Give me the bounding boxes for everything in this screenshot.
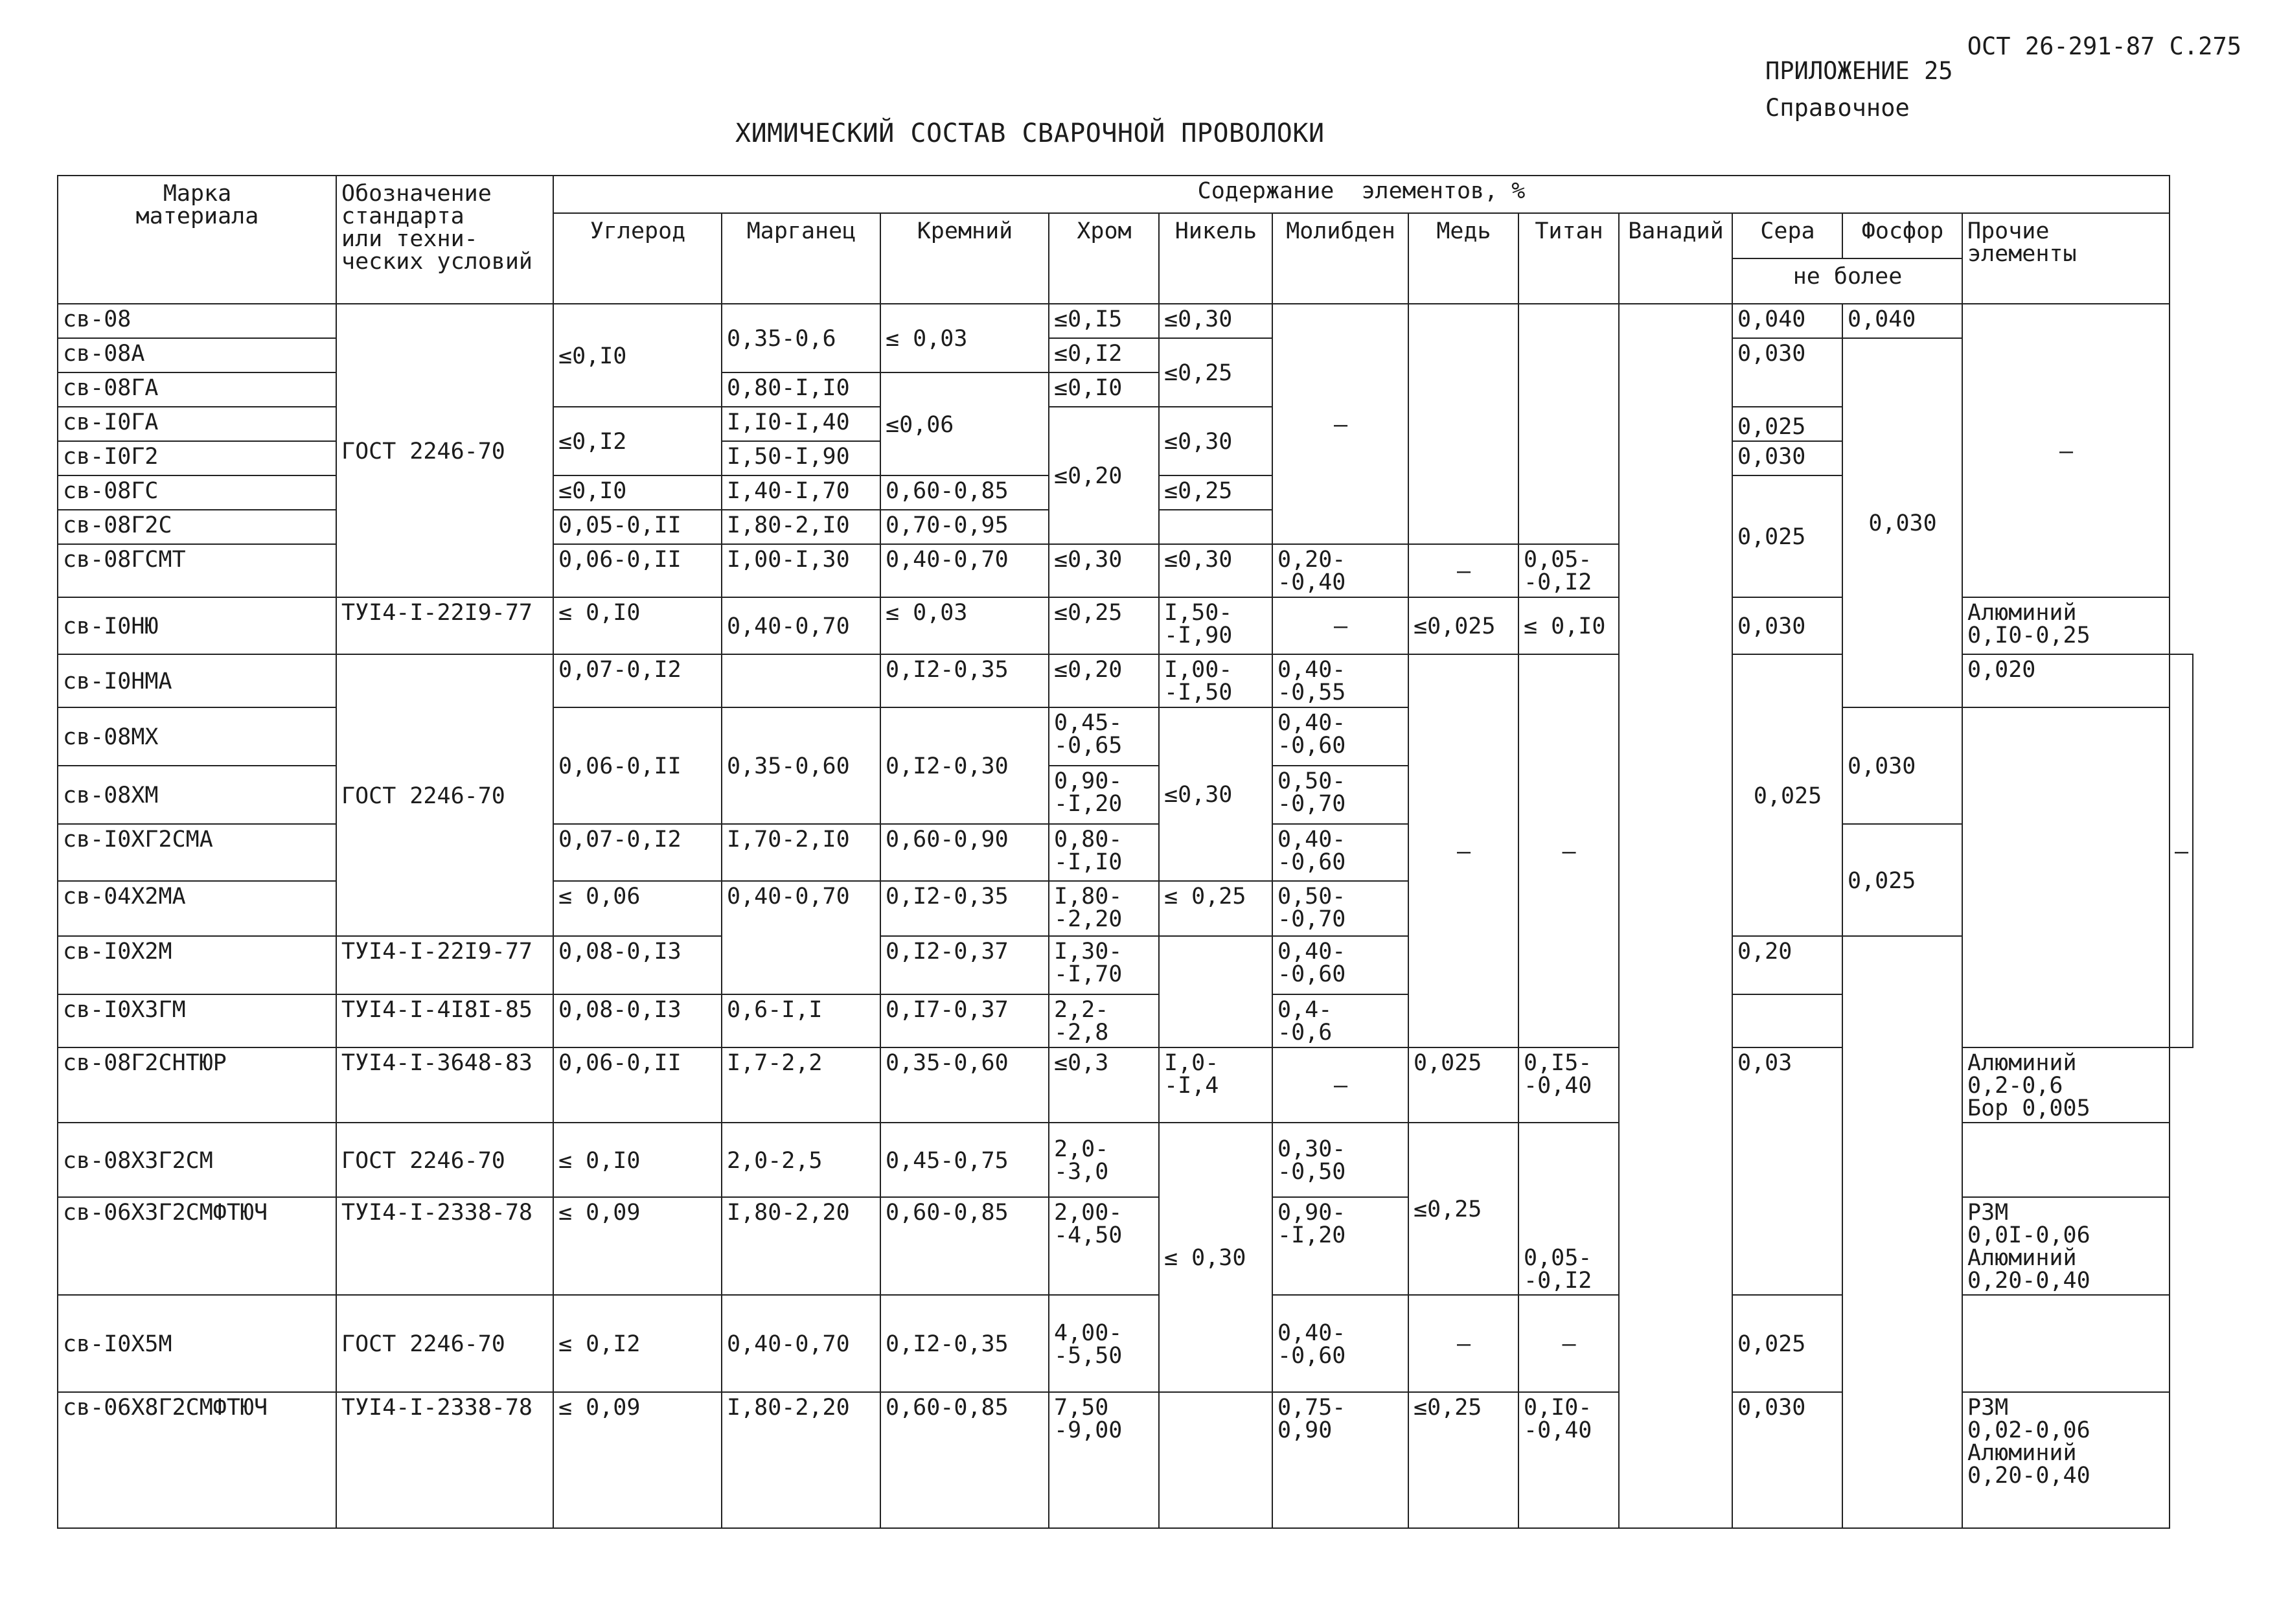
header-silicon: Кремний <box>880 213 1049 304</box>
manganese-cell <box>722 654 880 707</box>
manganese-cell: 0,40-0,70 <box>722 597 880 654</box>
header-vanadium: Ванадий <box>1619 213 1732 304</box>
titanium-cell: 0,I5- -0,40 <box>1518 1047 1619 1123</box>
grade-cell: св-I0Х2М <box>58 936 336 994</box>
manganese-cell: I,00-I,30 <box>722 544 880 597</box>
grade-cell: св-I0НМА <box>58 654 336 707</box>
appendix-label: ПРИЛОЖЕНИЕ 25 <box>1765 57 1953 85</box>
copper-cell: – <box>1408 1295 1518 1392</box>
manganese-cell: I,50-I,90 <box>722 441 880 475</box>
carbon-cell: 0,07-0,I2 <box>553 824 722 881</box>
nickel-cell <box>1159 1392 1272 1528</box>
silicon-cell: 0,35-0,60 <box>880 1047 1049 1123</box>
chromium-cell: ≤0,I5 <box>1049 304 1159 338</box>
nickel-cell <box>1159 936 1272 1047</box>
titanium-cell: ≤ 0,I0 <box>1518 597 1619 654</box>
header-sulfur: Сера <box>1732 213 1842 258</box>
other-cell: Алюминий 0,2-0,6 Бор 0,005 <box>1962 1047 2170 1123</box>
other-cell: Алюминий 0,I0-0,25 <box>1962 597 2170 654</box>
vanadium-column-cell <box>1619 304 1732 1528</box>
header-max-note: не более <box>1732 258 1962 304</box>
chromium-cell: ≤0,30 <box>1049 544 1159 597</box>
sulfur-cell: 0,03 <box>1732 1047 1842 1295</box>
copper-cell: – <box>1408 654 1518 1047</box>
document-code: ОСТ 26-291-87 С.275 <box>1967 32 2241 60</box>
chromium-cell: 2,00- -4,50 <box>1049 1197 1159 1295</box>
carbon-cell: ≤ 0,09 <box>553 1197 722 1295</box>
sulfur-cell: 0,030 <box>1732 1392 1842 1528</box>
molybdenum-cell: 0,90- -I,20 <box>1272 1197 1408 1295</box>
header-titanium: Титан <box>1518 213 1619 304</box>
carbon-cell: 0,05-0,II <box>553 510 722 544</box>
titanium-cell: – <box>1518 1295 1619 1392</box>
standard-cell: ГОСТ 2246-70 <box>336 304 553 597</box>
header-grade: Марка материала <box>58 176 336 304</box>
titanium-cell <box>1518 304 1619 544</box>
molybdenum-cell: 0,40- -0,60 <box>1272 824 1408 881</box>
molybdenum-cell: 0,40- -0,60 <box>1272 936 1408 994</box>
grade-cell: св-08ГСМТ <box>58 544 336 597</box>
nickel-cell: ≤0,30 <box>1159 544 1272 597</box>
carbon-cell: 0,08-0,I3 <box>553 936 722 994</box>
grade-cell: св-08МХ <box>58 707 336 766</box>
grade-cell: св-I0Х3ГМ <box>58 994 336 1047</box>
carbon-cell: ≤0,I2 <box>553 407 722 475</box>
grade-cell: св-08 <box>58 304 336 338</box>
header-molybdenum: Молибден <box>1272 213 1408 304</box>
molybdenum-cell: 0,40- -0,60 <box>1272 1295 1408 1392</box>
phosphorus-cell: 0,020 <box>1962 654 2170 707</box>
grade-cell: св-08Г2С <box>58 510 336 544</box>
nickel-cell: ≤ 0,30 <box>1159 1123 1272 1392</box>
header-standard: Обозначение стандарта или техни- ческих условий <box>336 176 553 304</box>
carbon-cell: 0,08-0,I3 <box>553 994 722 1047</box>
silicon-cell: ≤0,06 <box>880 372 1049 475</box>
nickel-cell: ≤ 0,25 <box>1159 881 1272 936</box>
standard-cell: ТУI4-I-22I9-77 <box>336 936 553 994</box>
page-title: ХИМИЧЕСКИЙ СОСТАВ СВАРОЧНОЙ ПРОВОЛОКИ <box>735 119 1325 148</box>
titanium-cell: 0,05- -0,I2 <box>1518 544 1619 597</box>
nickel-cell: ≤0,30 <box>1159 407 1272 475</box>
molybdenum-cell: 0,20- -0,40 <box>1272 544 1408 597</box>
sulfur-cell: 0,025 <box>1732 1295 1842 1392</box>
phosphorus-cell: 0,030 <box>1842 707 1962 824</box>
carbon-cell: ≤ 0,I2 <box>553 1295 722 1392</box>
molybdenum-cell: – <box>1272 304 1408 544</box>
carbon-cell: 0,07-0,I2 <box>553 654 722 707</box>
chromium-cell: ≤0,20 <box>1049 407 1159 544</box>
manganese-cell: I,40-I,70 <box>722 475 880 510</box>
header-copper: Медь <box>1408 213 1518 304</box>
sulfur-cell: 0,040 <box>1732 304 1842 338</box>
header-carbon: Углерод <box>553 213 722 304</box>
grade-cell: св-08Г2СНТЮР <box>58 1047 336 1123</box>
molybdenum-cell: 0,40- -0,60 <box>1272 707 1408 766</box>
manganese-cell: I,7-2,2 <box>722 1047 880 1123</box>
molybdenum-cell: 0,75- 0,90 <box>1272 1392 1408 1528</box>
carbon-cell: ≤0,I0 <box>553 304 722 407</box>
standard-cell: ТУI4-I-22I9-77 <box>336 597 553 654</box>
nickel-cell: ≤0,25 <box>1159 475 1272 510</box>
nickel-cell: I,50- -I,90 <box>1159 597 1272 654</box>
copper-cell: – <box>1408 544 1518 597</box>
grade-cell: св-I0Х5М <box>58 1295 336 1392</box>
chromium-cell: 0,80- -I,I0 <box>1049 824 1159 881</box>
phosphorus-cell: 0,030 <box>1842 338 1962 707</box>
chromium-cell: 4,00- -5,50 <box>1049 1295 1159 1392</box>
copper-cell: ≤0,25 <box>1408 1392 1518 1528</box>
titanium-cell: – <box>1518 654 1619 1047</box>
copper-cell <box>1408 304 1518 544</box>
chromium-cell: ≤0,20 <box>1049 654 1159 707</box>
silicon-cell: 0,I2-0,35 <box>880 654 1049 707</box>
grade-cell: св-06Х8Г2СМФТЮЧ <box>58 1392 336 1528</box>
chromium-cell: 2,0- -3,0 <box>1049 1123 1159 1197</box>
other-cell: РЗМ 0,0I-0,06 Алюминий 0,20-0,40 <box>1962 1197 2170 1295</box>
other-cell: – <box>2170 654 2193 1047</box>
nickel-cell: I,0- -I,4 <box>1159 1047 1272 1123</box>
molybdenum-cell: 0,50- -0,70 <box>1272 766 1408 824</box>
header-chromium: Хром <box>1049 213 1159 304</box>
grade-cell: св-06Х3Г2СМФТЮЧ <box>58 1197 336 1295</box>
sulfur-cell: 0,030 <box>1732 597 1842 654</box>
carbon-cell: 0,06-0,II <box>553 707 722 824</box>
carbon-cell: ≤ 0,I0 <box>553 1123 722 1197</box>
sulfur-cell <box>1732 994 1842 1047</box>
grade-cell: св-I0ГА <box>58 407 336 441</box>
manganese-cell: I,80-2,I0 <box>722 510 880 544</box>
other-cell <box>1962 1123 2170 1197</box>
header-nickel: Никель <box>1159 213 1272 304</box>
titanium-cell: 0,05- -0,I2 <box>1518 1123 1619 1295</box>
carbon-cell: ≤0,I0 <box>553 475 722 510</box>
molybdenum-cell: – <box>1272 597 1408 654</box>
chromium-cell: 0,45- -0,65 <box>1049 707 1159 766</box>
manganese-cell: 0,35-0,6 <box>722 304 880 372</box>
manganese-cell: I,80-2,20 <box>722 1197 880 1295</box>
carbon-cell: 0,06-0,II <box>553 1047 722 1123</box>
standard-cell: ТУI4-I-4I8I-85 <box>336 994 553 1047</box>
manganese-cell: 0,6-I,I <box>722 994 880 1047</box>
sulfur-cell: 0,030 <box>1732 441 1842 475</box>
sulfur-cell: 0,025 <box>1732 407 1842 441</box>
grade-cell: св-04Х2МА <box>58 881 336 936</box>
manganese-cell: 0,80-I,I0 <box>722 372 880 407</box>
silicon-cell: 0,60-0,85 <box>880 475 1049 510</box>
chromium-cell: I,80- -2,20 <box>1049 881 1159 936</box>
carbon-cell: 0,06-0,II <box>553 544 722 597</box>
silicon-cell: 0,60-0,85 <box>880 1392 1049 1528</box>
grade-cell: св-08Х3Г2СМ <box>58 1123 336 1197</box>
header-phosphorus: Фосфор <box>1842 213 1962 258</box>
nickel-cell: I,00- -I,50 <box>1159 654 1272 707</box>
grade-cell: св-I0Г2 <box>58 441 336 475</box>
manganese-cell: 0,40-0,70 <box>722 881 880 994</box>
silicon-cell: 0,45-0,75 <box>880 1123 1049 1197</box>
carbon-cell: ≤ 0,I0 <box>553 597 722 654</box>
silicon-cell: 0,I2-0,30 <box>880 707 1049 824</box>
molybdenum-cell: 0,40- -0,55 <box>1272 654 1408 707</box>
other-cell: – <box>1962 304 2170 597</box>
silicon-cell: 0,70-0,95 <box>880 510 1049 544</box>
standard-cell: ГОСТ 2246-70 <box>336 654 553 936</box>
chromium-cell: 0,90- -I,20 <box>1049 766 1159 824</box>
composition-table <box>57 175 2193 1529</box>
silicon-cell: 0,60-0,85 <box>880 1197 1049 1295</box>
grade-cell: св-08ХМ <box>58 766 336 824</box>
chromium-cell: 7,50 -9,00 <box>1049 1392 1159 1528</box>
phosphorus-cell: 0,040 <box>1842 304 1962 338</box>
nickel-cell: ≤0,30 <box>1159 304 1272 338</box>
copper-cell: ≤0,025 <box>1408 597 1518 654</box>
carbon-cell: ≤ 0,09 <box>553 1392 722 1528</box>
silicon-cell: ≤ 0,03 <box>880 304 1049 372</box>
other-cell: РЗМ 0,02-0,06 Алюминий 0,20-0,40 <box>1962 1392 2170 1528</box>
grade-cell: св-08А <box>58 338 336 372</box>
standard-cell: ГОСТ 2246-70 <box>336 1295 553 1392</box>
header-manganese: Марганец <box>722 213 880 304</box>
silicon-cell: 0,I7-0,37 <box>880 994 1049 1047</box>
chromium-cell: ≤0,I0 <box>1049 372 1159 407</box>
molybdenum-cell: – <box>1272 1047 1408 1123</box>
chromium-cell: I,30- -I,70 <box>1049 936 1159 994</box>
silicon-cell: 0,I2-0,35 <box>880 1295 1049 1392</box>
sulfur-cell: 0,20 <box>1732 936 1842 994</box>
nickel-cell: ≤0,30 <box>1159 707 1272 881</box>
molybdenum-cell: 0,30- -0,50 <box>1272 1123 1408 1197</box>
header-other: Прочие элементы <box>1962 213 2170 304</box>
sulfur-cell: 0,030 <box>1732 338 1842 407</box>
manganese-cell: 0,40-0,70 <box>722 1295 880 1392</box>
silicon-cell: ≤ 0,03 <box>880 597 1049 654</box>
standard-cell: ТУI4-I-2338-78 <box>336 1392 553 1528</box>
chromium-cell: ≤0,3 <box>1049 1047 1159 1123</box>
sulfur-cell: 0,025 <box>1732 654 1842 936</box>
chromium-cell: 2,2- -2,8 <box>1049 994 1159 1047</box>
grade-cell: св-08ГА <box>58 372 336 407</box>
silicon-cell: 0,I2-0,37 <box>880 936 1049 994</box>
silicon-cell: 0,I2-0,35 <box>880 881 1049 936</box>
grade-cell: св-08ГС <box>58 475 336 510</box>
manganese-cell: 2,0-2,5 <box>722 1123 880 1197</box>
header-elements-content: Содержание элементов, % <box>553 176 2170 213</box>
manganese-cell: I,80-2,20 <box>722 1392 880 1528</box>
grade-cell: св-I0ХГ2СМА <box>58 824 336 881</box>
grade-cell: св-I0НЮ <box>58 597 336 654</box>
sulfur-cell: 0,025 <box>1732 475 1842 597</box>
standard-cell: ГОСТ 2246-70 <box>336 1123 553 1197</box>
silicon-cell: 0,40-0,70 <box>880 544 1049 597</box>
molybdenum-cell: 0,4- -0,6 <box>1272 994 1408 1047</box>
manganese-cell: I,70-2,I0 <box>722 824 880 881</box>
nickel-cell <box>1159 510 1272 544</box>
phosphorus-cell: 0,025 <box>1842 824 1962 936</box>
titanium-cell: 0,I0- -0,40 <box>1518 1392 1619 1528</box>
silicon-cell: 0,60-0,90 <box>880 824 1049 881</box>
chromium-cell: ≤0,25 <box>1049 597 1159 654</box>
reference-label: Справочное <box>1765 94 1910 122</box>
phosphorus-cell <box>1842 936 1962 1528</box>
carbon-cell: ≤ 0,06 <box>553 881 722 936</box>
standard-cell: ТУI4-I-2338-78 <box>336 1197 553 1295</box>
manganese-cell: 0,35-0,60 <box>722 707 880 824</box>
other-cell <box>1962 1295 2170 1392</box>
copper-cell: 0,025 <box>1408 1047 1518 1123</box>
standard-cell: ТУI4-I-3648-83 <box>336 1047 553 1123</box>
molybdenum-cell: 0,50- -0,70 <box>1272 881 1408 936</box>
copper-cell: ≤0,25 <box>1408 1123 1518 1295</box>
nickel-cell: ≤0,25 <box>1159 338 1272 407</box>
manganese-cell: I,I0-I,40 <box>722 407 880 441</box>
chromium-cell: ≤0,I2 <box>1049 338 1159 372</box>
